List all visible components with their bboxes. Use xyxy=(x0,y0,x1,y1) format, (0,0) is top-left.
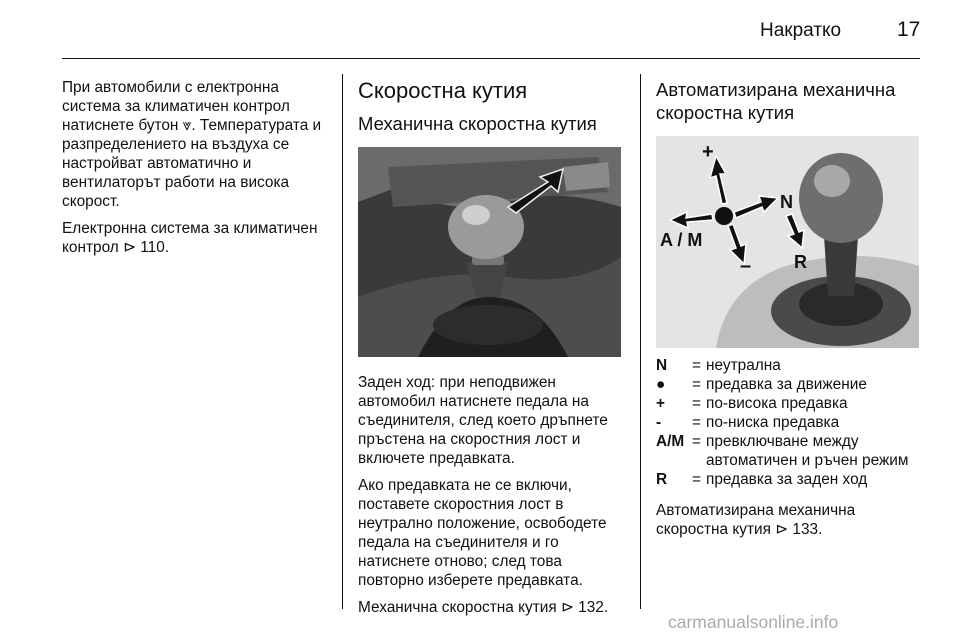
climate-reference: Електронна система за климатичен контрол ⊳ 110. xyxy=(62,220,318,256)
page-link-110[interactable]: ⊳ 110. xyxy=(123,239,170,256)
neutral-label: N xyxy=(780,192,793,212)
automated-gearbox-reference: Автоматизирана механична скоростна кутия ⊳ 133. xyxy=(656,502,856,538)
minus-label: – xyxy=(740,255,752,277)
plus-label: + xyxy=(702,141,714,163)
legend-row: - = по-ниска предавка xyxy=(656,414,840,431)
column-3 xyxy=(656,78,926,539)
legend-table xyxy=(656,356,926,489)
reverse-gear-paragraph: Заден ход: при неподвижен автомобил натиснете педала на съединителя, след което дръпнете пръстена на скоростния лост и включете предавката. xyxy=(358,374,608,467)
subsection-heading: Механична скоростна кутия xyxy=(358,113,597,134)
column-divider-2 xyxy=(640,74,641,609)
page-link-133[interactable]: ⊳ 133. xyxy=(775,521,823,538)
header-divider xyxy=(62,58,920,59)
watermark: carmanualsonline.info xyxy=(668,612,839,632)
legend-row: N = неутрална xyxy=(656,357,781,374)
section-heading: Скоростна кутия xyxy=(358,78,528,103)
legend-row: + = по-висока предавка xyxy=(656,395,848,412)
gear-retry-paragraph: Ако предавката не се включи, поставете скоростния лост в неутрално положение, освободете педала на съединителя и го натиснете отново; след това повторно изберете предавката. xyxy=(358,477,607,589)
manual-gearbox-reference: Механична скоростна кутия ⊳ 132. xyxy=(358,599,609,616)
column-divider-1 xyxy=(342,74,343,609)
automated-gearbox-diagram xyxy=(656,136,919,348)
header-title: Накратко xyxy=(760,20,842,41)
climate-paragraph: При автомобили с електронна система за климатичен контрол натиснете бутон ⩔. Температурата и разпределението на въздуха се настройват автоматично и вентилаторът работи на висока скорост. xyxy=(62,79,322,210)
legend-row: A/M = превключване между автоматичен и ръчен режим xyxy=(656,433,909,469)
page-number: 17 xyxy=(897,18,921,41)
page-link-132[interactable]: ⊳ 132. xyxy=(560,599,609,616)
am-label: A / M xyxy=(660,230,703,250)
column-2 xyxy=(358,78,626,625)
column-1 xyxy=(62,78,330,265)
legend-row: R = предавка за заден ход xyxy=(656,471,868,488)
automated-gearbox-heading: Автоматизирана механична скоростна кутия xyxy=(656,79,896,123)
legend-row: ● = предавка за движение xyxy=(656,376,867,393)
manual-gearbox-photo xyxy=(358,147,621,357)
reverse-label: R xyxy=(794,252,807,272)
